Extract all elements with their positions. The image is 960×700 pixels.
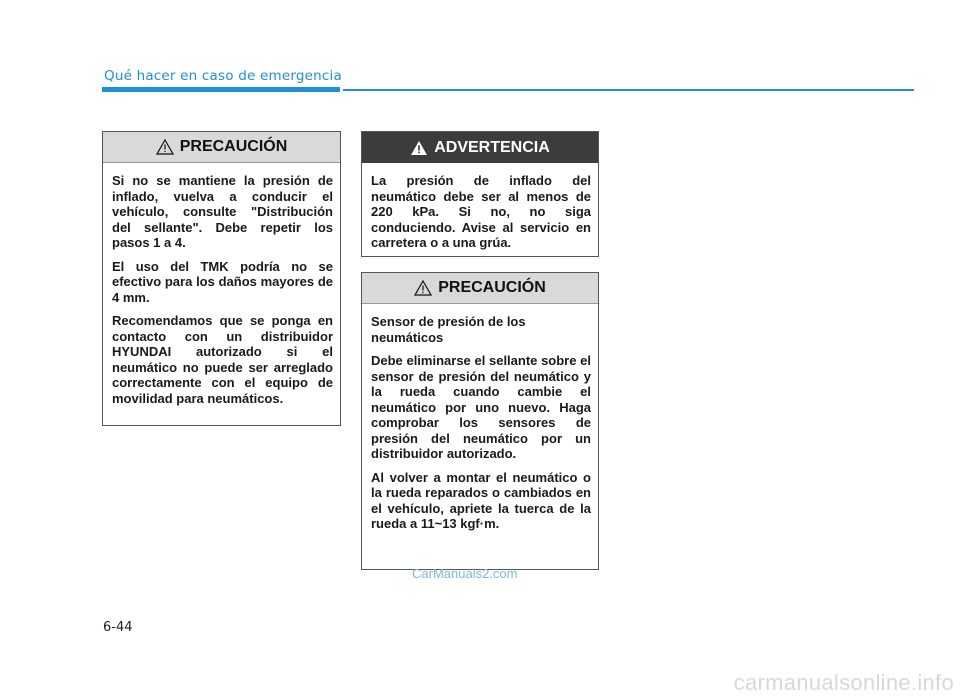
caution-header bbox=[362, 273, 598, 304]
caution-box-right bbox=[361, 272, 599, 570]
caution-body bbox=[103, 163, 340, 412]
caution-header bbox=[103, 132, 340, 163]
caution-paragraph: El uso del TMK podría no se efectivo para los daños mayores de 4 mm. bbox=[112, 258, 333, 305]
caution-heading: PRECAUCIÓN bbox=[179, 138, 288, 155]
header-rule bbox=[343, 89, 914, 91]
caution-box-left bbox=[102, 131, 341, 426]
warning-box bbox=[361, 131, 599, 257]
caution-paragraph: Si no se mantiene la presión de inflado, vuelva a conducir el vehículo, consulte "Distribución del sellante". Debe repetir los pasos 1 a 4. bbox=[112, 173, 333, 250]
watermark-link[interactable]: CarManuals2.com bbox=[412, 566, 518, 581]
page-number: 6-44 bbox=[103, 620, 133, 635]
warning-paragraph: La presión de inflado del neumático debe ser al menos de 220 kPa. Si no, no siga conduciendo. Avise al servicio en carretera o a una grúa. bbox=[371, 173, 591, 250]
warning-header bbox=[362, 132, 598, 163]
caution-triangle-icon bbox=[156, 139, 174, 155]
warning-body bbox=[362, 163, 598, 257]
section-title: Qué hacer en caso de emergencia bbox=[104, 68, 342, 84]
site-watermark: carmanualsonline.info bbox=[733, 670, 954, 695]
warning-triangle-icon bbox=[410, 140, 428, 156]
caution-paragraph: Sensor de presión de los neumáticos bbox=[371, 314, 526, 345]
warning-heading: ADVERTENCIA bbox=[434, 138, 550, 156]
caution-body bbox=[362, 304, 598, 538]
caution-triangle-icon bbox=[414, 280, 432, 296]
caution-paragraph: Recomendamos que se ponga en contacto con un distribuidor HYUNDAI autorizado si el neumático no puede ser arreglado correctamente con el equipo de movilidad para neumáticos. bbox=[112, 313, 333, 406]
header-accent-bar bbox=[102, 87, 340, 92]
caution-paragraph: Al volver a montar el neumático o la rueda reparados o cambiados en el vehículo, apriete la tuerca de la rueda a 11~13 kgf·m. bbox=[371, 469, 591, 531]
caution-paragraph: Debe eliminarse el sellante sobre el sensor de presión del neumático y la rueda cuando cambie el neumático por uno nuevo. Haga comprobar los sensores de presión del neumático por un distribuidor autorizado. bbox=[371, 353, 591, 461]
caution-heading: PRECAUCIÓN bbox=[438, 279, 546, 296]
